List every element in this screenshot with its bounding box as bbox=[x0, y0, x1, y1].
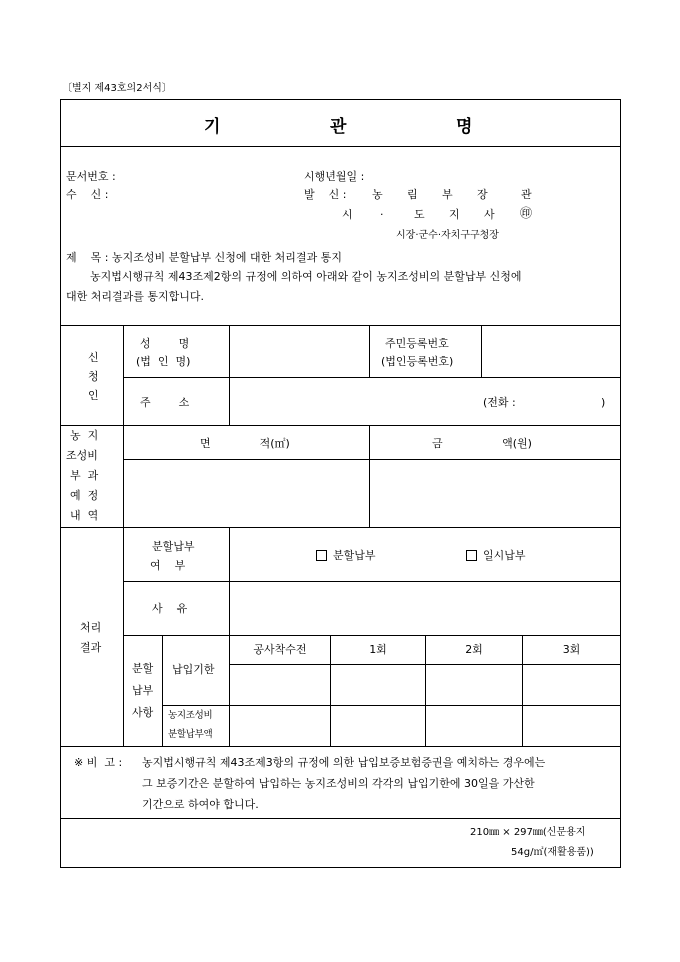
name-label: 성 명 bbox=[140, 337, 190, 350]
phone-close: ) bbox=[601, 396, 606, 409]
levy-label-5: 내 역 bbox=[70, 509, 99, 522]
result-label-1: 처리 bbox=[80, 621, 102, 634]
area-label: 면 적(㎡) bbox=[200, 437, 290, 450]
phone-label: (전화 : bbox=[483, 396, 516, 409]
levy-label-3: 부 과 bbox=[70, 469, 99, 482]
sub-label-1: 분할 bbox=[132, 662, 154, 675]
sub-label-2: 납부 bbox=[132, 684, 154, 697]
sender-line2-c5: 사 bbox=[484, 208, 495, 221]
installment-question-1: 분할납부 bbox=[152, 540, 195, 553]
sender-line1-c1: 농 bbox=[372, 188, 383, 201]
form-number: 〔별지 제43호의2서식〕 bbox=[62, 83, 172, 94]
applicant-label-1: 신 bbox=[88, 351, 99, 364]
installment-checkbox[interactable] bbox=[316, 550, 327, 561]
title-char-3: 명 bbox=[456, 117, 473, 137]
levy-label-2: 조성비 bbox=[66, 449, 98, 462]
note-line-1: 농지법시행규칙 제43조제3항의 규정에 의한 납입보증보험증권을 예치하는 경우에는 bbox=[142, 756, 546, 769]
col-2nd: 2회 bbox=[465, 643, 483, 656]
sender-line2-c1: 시 bbox=[342, 208, 353, 221]
reason-label: 사 유 bbox=[152, 602, 188, 615]
sender-line2-c3: 도 bbox=[414, 208, 425, 221]
resident-number-label: 주민등록번호 bbox=[385, 337, 449, 350]
address-label: 주 소 bbox=[140, 396, 190, 409]
amount-label: 금 액(원) bbox=[432, 437, 532, 450]
sub-label-3: 사항 bbox=[132, 706, 154, 719]
paper-spec-1: 210㎜ × 297㎜(신문용지 bbox=[470, 827, 586, 838]
levy-label-4: 예 정 bbox=[70, 489, 99, 502]
sender-line1-c4: 장 bbox=[477, 188, 488, 201]
col-before-construction: 공사착수전 bbox=[253, 643, 307, 656]
sender-line2-c4: 지 bbox=[449, 208, 460, 221]
installment-amount-label-1: 농지조성비 bbox=[168, 710, 213, 721]
doc-number-label: 문서번호 : bbox=[66, 170, 116, 183]
title-char-1: 기 bbox=[204, 117, 221, 137]
date-label: 시행년월일 : bbox=[304, 170, 365, 183]
installment-question-2: 여 부 bbox=[150, 559, 186, 572]
option-installment-label: 분할납부 bbox=[333, 549, 376, 562]
option-lump-label: 일시납부 bbox=[483, 549, 526, 562]
applicant-label-2: 청 bbox=[88, 370, 99, 383]
sender-line1-c2: 림 bbox=[407, 188, 418, 201]
due-date-label: 납입기한 bbox=[172, 663, 215, 676]
lump-sum-checkbox[interactable] bbox=[466, 550, 477, 561]
result-label-2: 결과 bbox=[80, 641, 102, 654]
subject-line: 제 목 : 농지조성비 분할납부 신청에 대한 처리결과 통지 bbox=[66, 251, 342, 264]
seal-mark: ㊞ bbox=[520, 206, 533, 220]
body-line-2: 대한 처리결과를 통지합니다. bbox=[66, 290, 205, 303]
sender-line1-c5: 관 bbox=[521, 188, 532, 201]
sender-line3: 시장·군수·자치구구청장 bbox=[396, 230, 499, 241]
corp-name-label: (법 인 명) bbox=[136, 355, 191, 368]
sender-line1-c3: 부 bbox=[442, 188, 453, 201]
applicant-label-3: 인 bbox=[88, 389, 99, 402]
paper-spec-2: 54g/㎡(재활용품)) bbox=[511, 847, 594, 858]
levy-label-1: 농 지 bbox=[70, 429, 99, 442]
col-3rd: 3회 bbox=[562, 643, 581, 656]
title-char-2: 관 bbox=[330, 117, 347, 137]
note-line-3: 기간으로 하여야 합니다. bbox=[142, 798, 259, 811]
corp-reg-number-label: (법인등록번호) bbox=[381, 355, 454, 368]
sender-line2-c2: · bbox=[380, 208, 384, 221]
sender-label: 발 신 : bbox=[304, 188, 347, 201]
col-1st: 1회 bbox=[369, 643, 387, 656]
installment-amount-label-2: 분할납부액 bbox=[168, 729, 213, 740]
note-label: ※ 비 고 : bbox=[74, 756, 123, 769]
note-line-2: 그 보증기간은 분할하여 납입하는 농지조성비의 각각의 납입기한에 30일을 가산한 bbox=[142, 777, 535, 790]
recipient-label: 수 신 : bbox=[66, 188, 109, 201]
body-line-1: 농지법시행규칙 제43조제2항의 규정에 의하여 아래와 같이 농지조성비의 분할납부 신청에 bbox=[90, 270, 522, 283]
